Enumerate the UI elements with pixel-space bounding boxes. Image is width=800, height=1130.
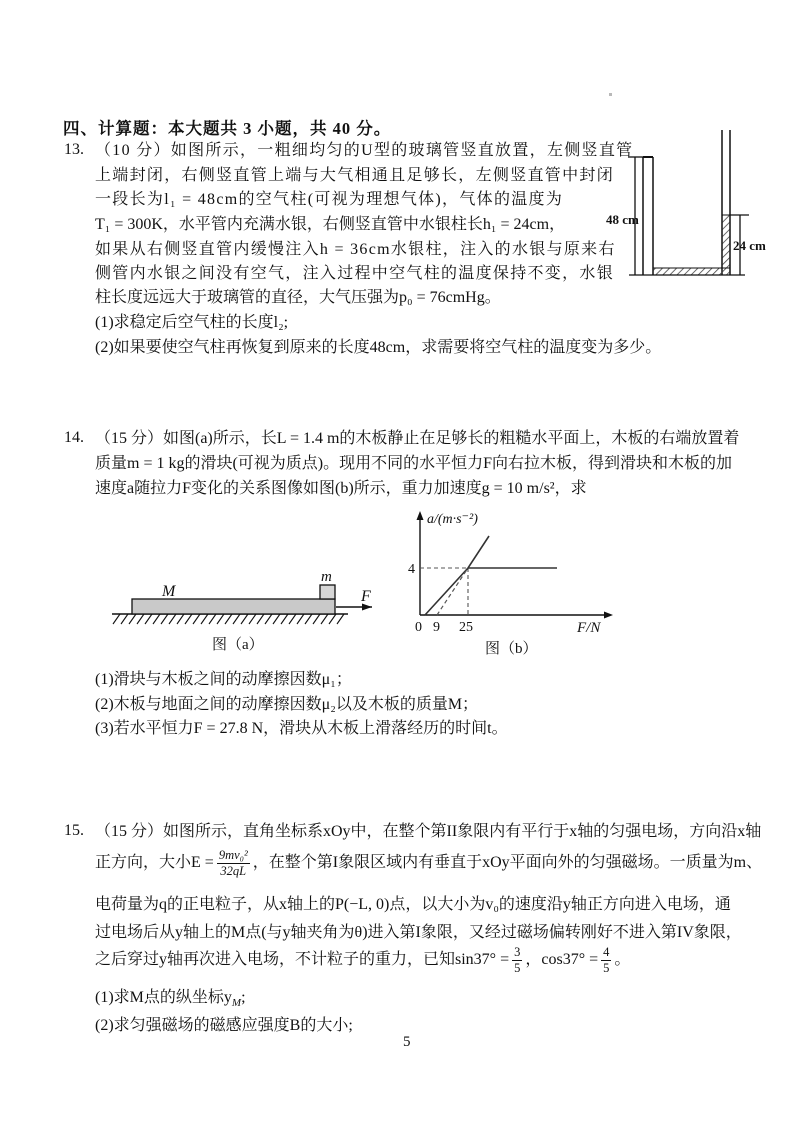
fraction: $\frac{3}{5}$: [514, 945, 521, 975]
steep-line: [425, 536, 489, 615]
question-line: （15 分）如图所示，直角坐标系xOy中，在整个第II象限内有平行于x轴的匀强电场，方向沿x轴: [95, 823, 762, 840]
y-tick-4: 4: [408, 562, 415, 577]
line-text: (1)求M点的纵坐标y: [95, 989, 232, 1006]
board-label: M: [162, 583, 176, 600]
x-tick-0: 0: [415, 620, 422, 635]
question-line: 上端封闭，右侧竖直管上端与大气相通且足够长，左侧竖直管中封闭: [95, 167, 615, 184]
question-line: （15 分）如图(a)所示，长L = 1.4 m的木板静止在足够长的粗糙水平面上，木板的右端放置着: [95, 430, 740, 447]
question-14-number: 14.: [64, 429, 84, 446]
left-gauge-label: 48 cm: [606, 212, 639, 227]
line-text: 。: [614, 951, 631, 968]
right-gauge-label: 24 cm: [733, 238, 766, 253]
block-label: m: [321, 569, 332, 585]
sub-question: (1)滑块与木板之间的动摩擦因数μ₁；: [95, 671, 352, 688]
question-line: 过电场后从y轴上的M点(与y轴夹角为θ)进入第I象限，又经过磁场偏转刚好不进入第IV象限，: [95, 924, 742, 941]
mercury-column: [722, 215, 730, 268]
force-label: F: [361, 588, 371, 605]
question-line: 一段长为l₁ = 48cm的空气柱(可视为理想气体)，气体的温度为: [95, 191, 564, 208]
board: [132, 599, 335, 614]
fraction: $\frac{4}{5}$: [603, 945, 610, 975]
line-text: ，cos37° =: [525, 951, 599, 968]
mercury-bottom: [653, 268, 730, 275]
question-line: [95, 942, 630, 978]
question-line: 质量m = 1 kg的滑块(可视为质点)。现用不同的水平恒力F向右拉木板，得到滑块和木板的加: [95, 455, 733, 472]
scan-speck: [609, 93, 612, 96]
utube-figure: [605, 120, 800, 290]
block: [320, 585, 335, 599]
fraction: $\frac{\text{9mv₀²}}{32qL}$: [218, 848, 248, 878]
sub-question: (1)求稳定后空气柱的长度l₂;: [95, 314, 289, 331]
line-text: 之后穿过y轴再次进入电场，不计粒子的重力，已知sin37° =: [95, 951, 510, 968]
question-line: 柱长度远远大于玻璃管的直径，大气压强为p₀ = 76cmHg。: [95, 289, 501, 306]
figure-a: [100, 552, 400, 657]
y-axis-label: a/(m·s⁻²): [427, 512, 478, 527]
ground-hatching: [113, 614, 344, 624]
figure-a-caption: 图（a）: [212, 637, 264, 653]
line-text: 正方向，大小E =: [95, 854, 214, 871]
sub-question: [95, 988, 246, 1013]
subscript: M: [231, 997, 242, 1009]
figure-b-caption: 图（b）: [485, 641, 538, 657]
line-text: ，在整个第I象限区域内有垂直于xOy平面向外的匀强磁场。一质量为m、: [252, 854, 763, 871]
section-header: 四、计算题：本大题共 3 小题，共 40 分。: [63, 119, 392, 138]
x-tick-9: 9: [433, 620, 440, 635]
line-text: ;: [241, 989, 246, 1006]
x-tick-25: 25: [459, 620, 473, 635]
question-13-number: 13.: [64, 141, 84, 158]
question-line: （10 分）如图所示，一粗细均匀的U型的玻璃管竖直放置，左侧竖直管: [95, 142, 634, 159]
question-15-number: 15.: [64, 822, 84, 839]
question-line: 速度a随拉力F变化的关系图像如图(b)所示，重力加速度g = 10 m/s²，求: [95, 480, 587, 497]
page-number: 5: [403, 1034, 411, 1050]
sub-question: (2)木板与地面之间的动摩擦因数μ₂以及木板的质量M；: [95, 696, 479, 713]
x-axis-label: F/N: [577, 620, 601, 636]
sub-question: (2)如果要使空气柱再恢复到原来的长度48cm，求需要将空气柱的温度变为多少。: [95, 339, 662, 356]
question-line: 电荷量为q的正电粒子，从x轴上的P(−L, 0)点，以大小为v₀的速度沿y轴正方向进入电场，通: [95, 896, 731, 913]
sub-question: (2)求匀强磁场的磁感应强度B的大小;: [95, 1017, 353, 1034]
question-line: [95, 845, 762, 881]
sub-question: (3)若水平恒力F = 27.8 N，滑块从木板上滑落经历的时间t。: [95, 720, 508, 737]
question-line: T₁ = 300K，水平管内充满水银，右侧竖直管中水银柱长h₁ = 24cm，: [95, 216, 566, 233]
question-line: 如果从右侧竖直管内缓慢注入h = 36cm水银柱，注入的水银与原来右: [95, 241, 616, 258]
question-line: 侧管内水银之间没有空气，注入过程中空气柱的温度保持不变，水银: [95, 265, 615, 282]
dashed-line: [437, 568, 468, 615]
figure-b: [405, 503, 655, 663]
